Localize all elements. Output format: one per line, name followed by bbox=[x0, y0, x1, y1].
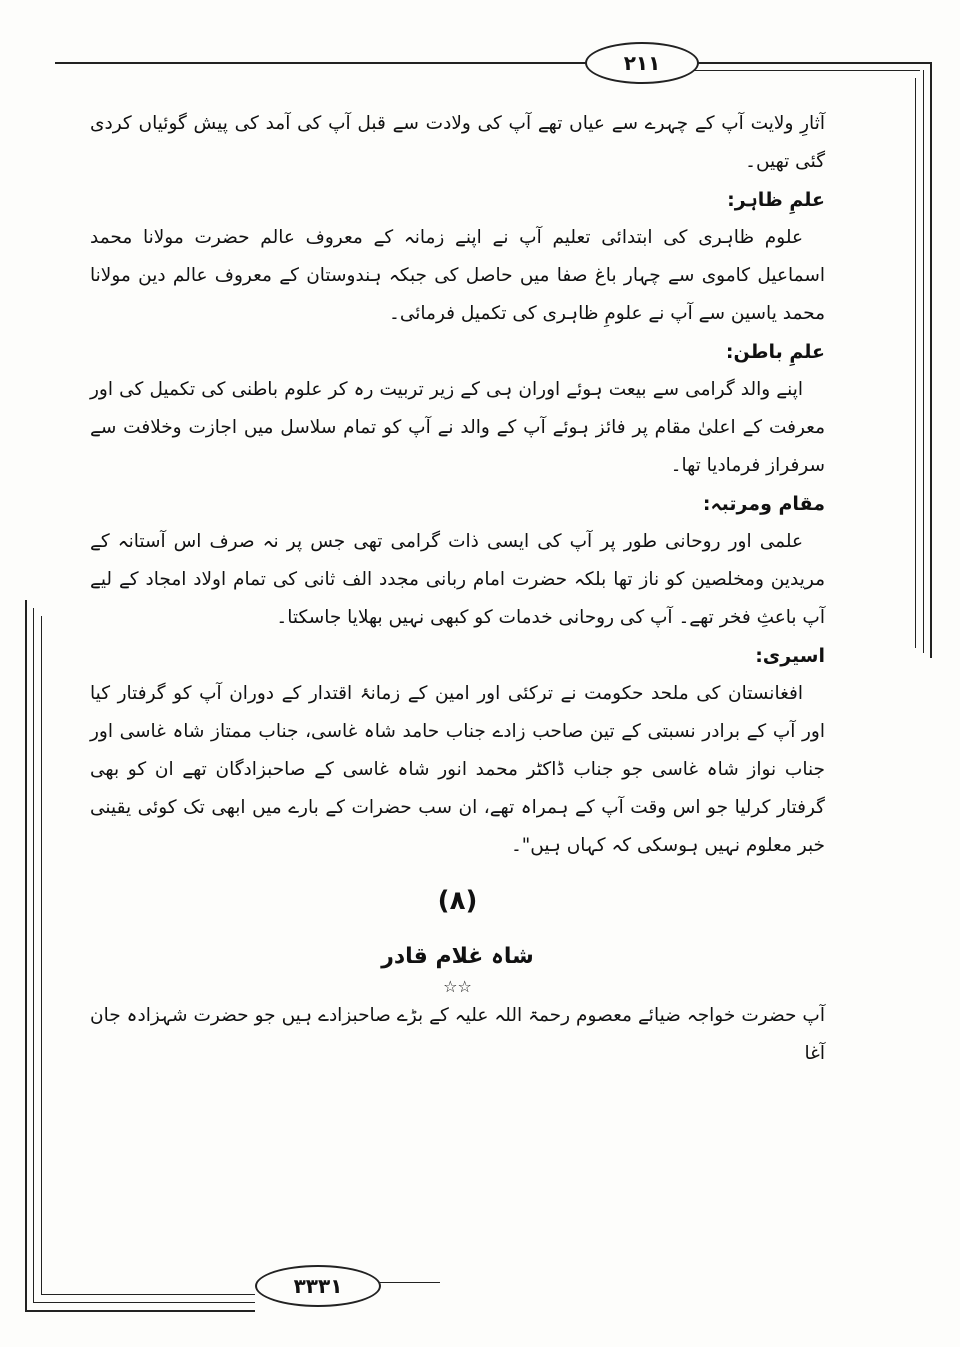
frame-line-bottom bbox=[380, 1282, 440, 1283]
section-title: شاہ غلام قادر bbox=[381, 944, 534, 969]
heading-asiri: اسیری: bbox=[755, 645, 825, 667]
heading-maqam: مقام ومرتبہ: bbox=[702, 493, 825, 515]
star-ornament: ☆☆ bbox=[443, 977, 472, 996]
frame-line-right bbox=[930, 62, 932, 658]
paragraph-ilm-zahir: علوم ظاہری کی ابتدائی تعلیم آپ نے اپنے زمانہ کے معروف عالم حضرت مولانا محمد اسماعیل کاموی سے چہار باغ صفا میں حاصل کی جبکہ ہندوستان کے معروف عالم دین مولانا محمد یاسین سے آپ نے علومِ ظاہری کی تکمیل فرمائی۔ bbox=[90, 227, 825, 324]
page-number-top: ۲۱۱ bbox=[585, 42, 699, 84]
frame-line-top bbox=[55, 62, 930, 64]
paragraph-asiri: افغانستان کی ملحد حکومت نے ترکئی اور امین کے زمانۂ اقتدار کے دوران آپ کو گرفتار کیا اور آپ کے برادر نسبتی کے تین صاحب زادے جناب حامد شاہ غاسی، جناب ممتاز شاہ غاسی اور جناب نواز شاہ غاسی جو جناب ڈاکٹر محمد انور شاہ غاسی کے صاحبزادگان تھے ان کو بھی گرفتار کرلیا جو اس وقت آپ کے ہمراہ تھے، ان سب حضرات کے بارے میں ابھی تک کوئی یقینی خبر معلوم نہیں ہوسکی کہ کہاں ہیں"۔ bbox=[90, 683, 825, 856]
frame-line-right bbox=[915, 78, 916, 648]
heading-ilm-zahir: علمِ ظاہر: bbox=[727, 189, 825, 211]
paragraph-ilm-batin: اپنے والد گرامی سے بیعت ہوئے اوران ہی کے زیر تربیت رہ کر علوم باطنی کی تکمیل کی اور معرفت کے اعلیٰ مقام پر فائز ہوئے آپ کے والد نے آپ کو تمام سلاسل میں اجازت وخلافت سے سرفراز فرمادیا تھا۔ bbox=[90, 379, 825, 476]
frame-line-bottom bbox=[25, 1310, 255, 1312]
page-number-bottom: ۳۳۳۱ bbox=[255, 1265, 381, 1307]
frame-line-left bbox=[33, 608, 34, 1302]
frame-line-left bbox=[25, 600, 27, 1310]
frame-line-bottom bbox=[33, 1302, 255, 1303]
frame-line-right bbox=[923, 70, 924, 653]
frame-line-bottom bbox=[41, 1294, 255, 1295]
frame-line-left bbox=[41, 616, 42, 1294]
section-number: (۸) bbox=[437, 886, 478, 916]
paragraph-maqam: علمی اور روحانی طور پر آپ کی ایسی ذات گرامی تھی جس پر نہ صرف اس آستانہ کے مریدین ومخلصین کو ناز تھا بلکہ حضرت امام ربانی مجدد الف ثانی کی تمام اولاد امجاد کے لیے آپ باعثِ فخر تھے۔ آپ کی روحانی خدمات کو کبھی نہیں بھلایا جاسکتا۔ bbox=[90, 531, 825, 628]
closing-line: آپ حضرت خواجہ ضیائے معصوم رحمۃ اللہ علیہ کے بڑے صاحبزادے ہیں جو حضرت شہزادہ جان آغا bbox=[90, 1005, 825, 1064]
page-content bbox=[90, 105, 825, 1073]
heading-ilm-batin: علمِ باطن: bbox=[725, 341, 825, 363]
frame-line-top-inner bbox=[690, 70, 920, 71]
intro-paragraph: آثارِ ولایت آپ کے چہرے سے عیاں تھے آپ کی ولادت سے قبل آپ کی آمد کی پیش گوئیاں کردی گئی تھیں۔ bbox=[90, 113, 825, 172]
